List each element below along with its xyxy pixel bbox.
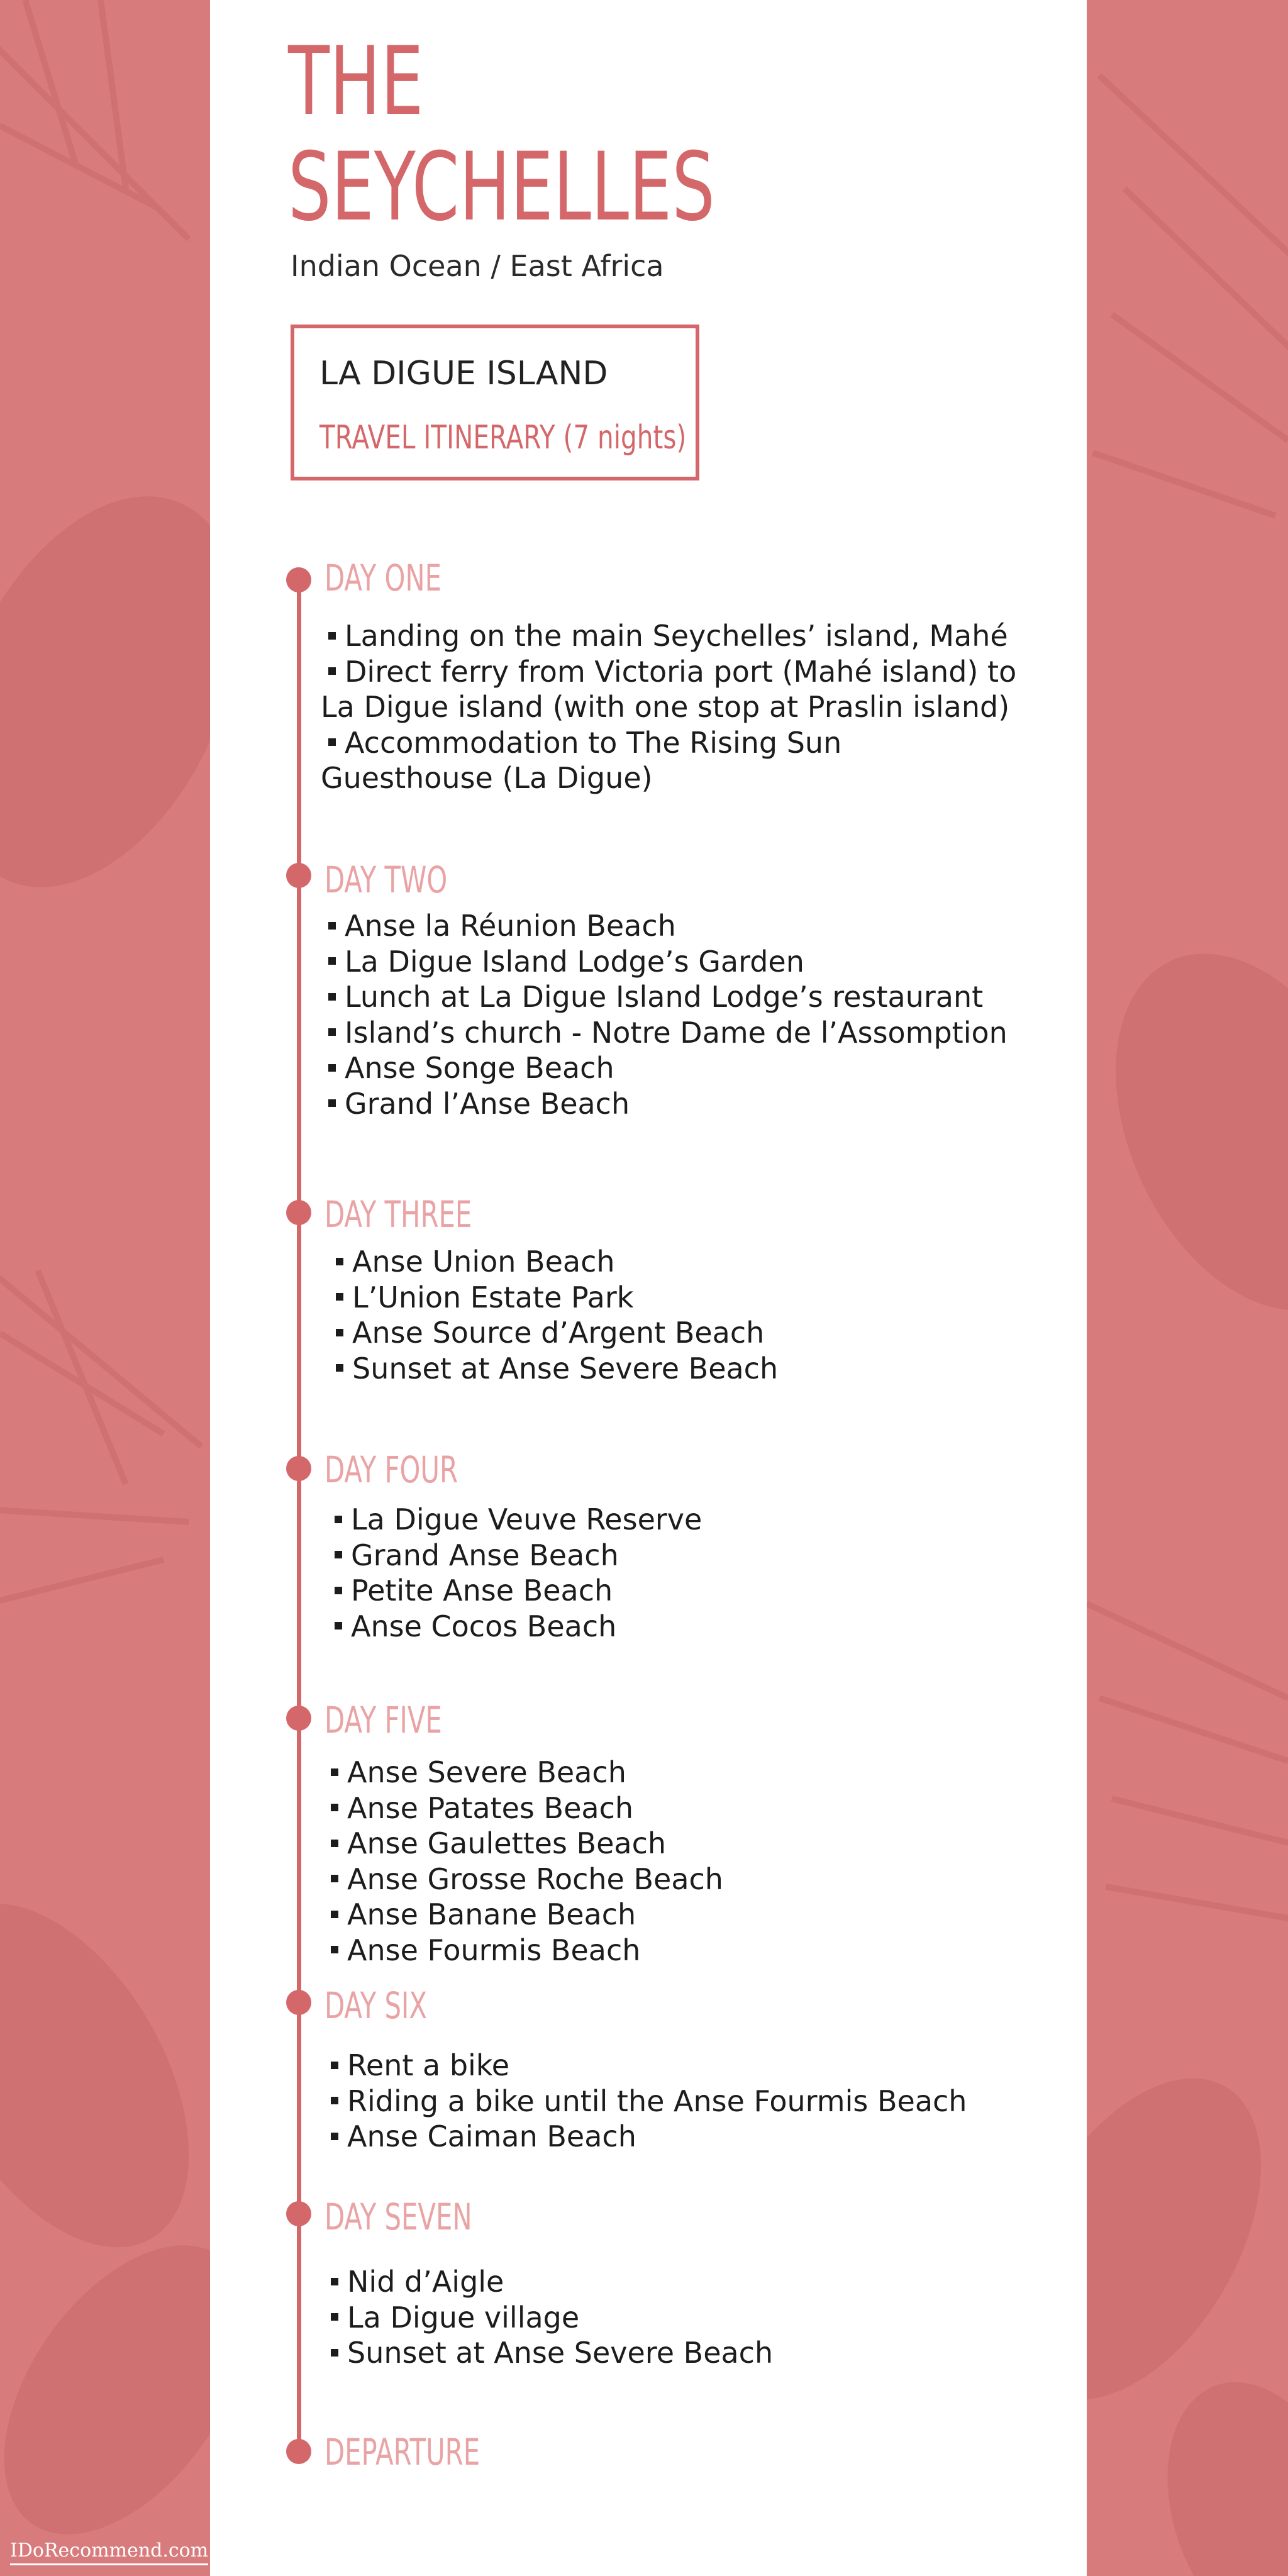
list-item: Anse Caiman Beach [331,2119,967,2155]
bullet-icon [331,2133,338,2140]
list-item: Anse Union Beach [336,1244,778,1280]
list-item: Anse Severe Beach [331,1755,723,1790]
list-item: Grand l’Anse Beach [328,1086,1008,1122]
list-item: Landing on the main Seychelles’ island, Mahé [328,618,1016,654]
list-item: Direct ferry from Victoria port (Mahé island) to [328,654,1016,690]
title-line-1: THE [288,27,424,136]
day-items [328,908,1008,1121]
timeline-dot [286,1200,311,1225]
bullet-icon [336,1258,343,1265]
bullet-icon [331,1804,338,1811]
list-item: Island’s church - Notre Dame de l’Assomption [328,1015,1008,1051]
day-label: DAY THREE [325,1193,472,1236]
day-label: DAY SIX [325,1984,427,2027]
bullet-icon [331,2062,338,2069]
day-items [335,1502,702,1644]
bullet-icon [328,1099,336,1107]
list-item: Petite Anse Beach [335,1573,702,1609]
bullet-icon [335,1587,342,1594]
list-item: Anse Grosse Roche Beach [331,1862,723,1897]
timeline-dot [286,2439,311,2464]
bullet-icon [331,2278,338,2285]
list-item: Anse Source d’Argent Beach [336,1315,778,1351]
list-item: Anse Cocos Beach [335,1609,702,1645]
bullet-icon [328,1064,336,1072]
list-item: Sunset at Anse Severe Beach [331,2335,773,2371]
list-item: Nid d’Aigle [331,2264,773,2300]
list-item: Anse la Réunion Beach [328,908,1008,944]
bullet-icon [331,1875,338,1882]
list-item: Sunset at Anse Severe Beach [336,1351,778,1387]
timeline-line [297,580,301,2451]
bullet-icon [336,1329,343,1336]
timeline-dot [286,1990,311,2015]
list-item: Anse Gaulettes Beach [331,1826,723,1862]
timeline-dot [286,2201,311,2226]
departure-label: DEPARTURE [325,2431,480,2473]
day-label: DAY SEVEN [325,2196,472,2238]
bullet-icon [336,1364,343,1372]
day-label: DAY ONE [325,557,442,599]
list-item: La Digue island (with one stop at Praslin island) [321,690,1010,724]
list-item: La Digue Island Lodge’s Garden [328,944,1008,980]
left-decorative-panel [0,0,210,2576]
bullet-icon [335,1516,342,1523]
timeline-dot [286,567,311,592]
day-items [331,1755,723,1968]
bullet-icon [328,993,336,1001]
itinerary-column [210,0,1087,2576]
page-subtitle: Indian Ocean / East Africa [291,249,664,283]
list-item: Grand Anse Beach [335,1538,702,1574]
list-item: Anse Banane Beach [331,1897,723,1933]
palm-leaf-pattern-left [0,0,210,2576]
website-credit: IDoRecommend.com [10,2538,208,2565]
page-title [288,29,715,240]
bullet-icon [331,2313,338,2321]
island-name: LA DIGUE ISLAND [319,355,608,392]
bullet-icon [331,2097,338,2104]
list-item: Riding a bike until the Anse Fourmis Beach [331,2084,967,2119]
itinerary-info-box [291,325,699,480]
bullet-icon [331,1911,338,1918]
list-item: Accommodation to The Rising Sun [328,725,1016,761]
itinerary-duration: TRAVEL ITINERARY (7 nights) [319,419,687,457]
bullet-icon [335,1551,342,1558]
list-item: Guesthouse (La Digue) [321,761,653,795]
timeline-dot [286,1706,311,1731]
timeline-dot [286,1456,311,1481]
list-item: La Digue village [331,2300,773,2336]
bullet-icon [336,1293,343,1301]
title-line-2: SEYCHELLES [288,133,715,242]
bullet-icon [331,2349,338,2357]
day-items [321,618,1017,796]
bullet-icon [328,1028,336,1036]
bullet-icon [328,957,336,965]
bullet-icon [331,1946,338,1953]
day-label: DAY FIVE [325,1699,442,1741]
day-label: DAY TWO [325,858,448,901]
bullet-icon [328,667,336,675]
bullet-icon [335,1622,342,1629]
timeline-dot [286,863,311,888]
list-item: L’Union Estate Park [336,1280,778,1316]
day-label: DAY FOUR [325,1448,458,1491]
bullet-icon [331,1768,338,1776]
bullet-icon [328,738,336,746]
bullet-icon [331,1840,338,1847]
list-item: La Digue Veuve Reserve [335,1502,702,1538]
list-item: Anse Songe Beach [328,1050,1008,1086]
palm-leaf-pattern-right [1087,0,1288,2576]
list-item: Lunch at La Digue Island Lodge’s restaurant [328,979,1008,1015]
right-decorative-panel [1087,0,1288,2576]
list-item: Anse Patates Beach [331,1790,723,1826]
day-items [331,2264,773,2371]
list-item: Anse Fourmis Beach [331,1933,723,1968]
bullet-icon [328,632,336,640]
day-items [336,1244,778,1386]
bullet-icon [328,922,336,930]
day-items [331,2048,967,2155]
list-item: Rent a bike [331,2048,967,2084]
